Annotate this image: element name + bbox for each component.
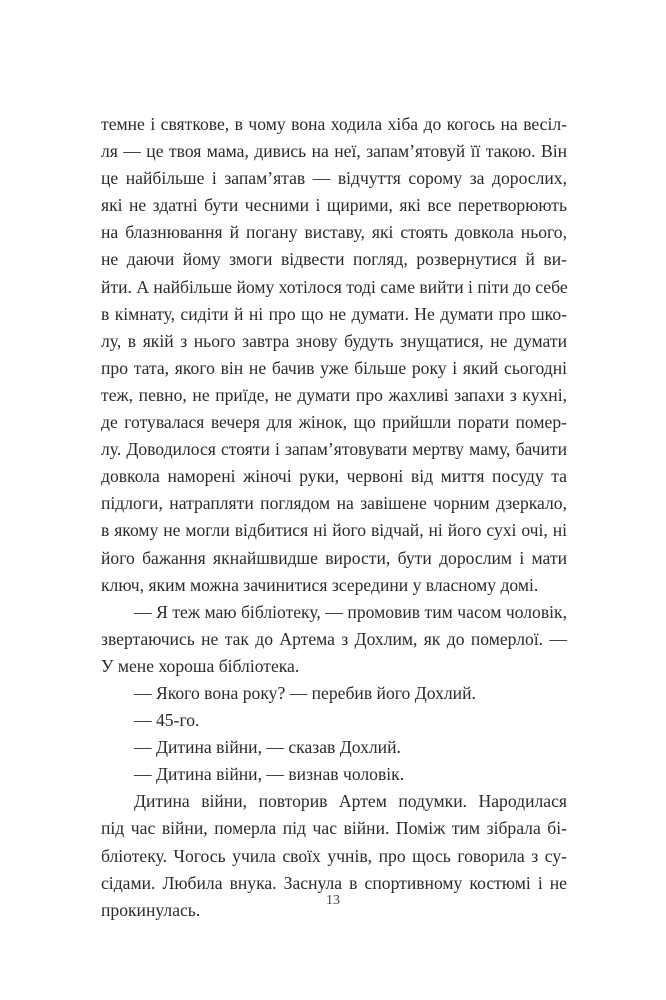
text-line: на блазнювання й погану виставу, які стоять довкола нього, [101, 222, 567, 243]
text-line: це найбільше і запам’ятав — відчуття сорому за дорослих, [101, 168, 567, 189]
text-line: довкола наморені жіночі руки, червоні від миття посуду та [101, 466, 567, 487]
text-line: які не здатні бути чесними і щирими, які все перетворюють [101, 195, 567, 216]
text-line: — 45-го. [134, 710, 200, 731]
text-line: лу, в якій з нього завтра знову будуть знущатися, не думати [101, 330, 567, 351]
page-number: 13 [326, 893, 340, 908]
text-line: під час війни, померла під час війни. Поміж тим зібрала бі- [101, 818, 567, 839]
text-line: ля — це твоя мама, дивись на неї, запам’ятовуй її такою. Він [101, 141, 567, 162]
text-line: звертаючись не так до Артема з Дохлим, як до померлої. — [101, 628, 567, 649]
text-line: йти. А найбільше йому хотілося тоді саме вийти і піти до себе [101, 276, 568, 297]
text-line: сідами. Любила внука. Заснула в спортивному костюмі і не [101, 872, 567, 893]
text-line: — Дитина війни, — визнав чоловік. [134, 764, 405, 785]
text-line: бліотеку. Чогось учила своїх учнів, про щось говорила з су- [101, 845, 567, 866]
text-line: темне і святкове, в чому вона ходила хіба до когось на весіл- [101, 114, 567, 134]
page-body-text [101, 111, 567, 924]
text-line: У мене хороша бібліотека. [101, 655, 300, 676]
text-line: — Якого вона року? — перебив його Дохлий. [134, 682, 476, 703]
text-line: де готувалася вечеря для жінок, що прийшли порати помер- [101, 412, 567, 433]
text-line: Дитина війни, повторив Артем подумки. Народилася [134, 791, 567, 812]
text-line: його бажання якнайшвидше вирости, бути дорослим і мати [101, 547, 567, 568]
text-line: підлоги, натрапляти поглядом на завішене чорним дзеркало, [101, 493, 567, 514]
text-line: лу. Доводилося стояти і запам’ятовувати мертву маму, бачити [101, 439, 567, 460]
text-line: теж, певно, не приїде, не думати про жахливі запахи з кухні, [101, 384, 567, 405]
text-line: в якому не могли відбитися ні його відчай, ні його сухі очі, ні [101, 520, 567, 541]
text-line: — Я теж маю бібліотеку, — промовив тим часом чоловік, [134, 601, 567, 622]
text-line: — Дитина війни, — сказав Дохлий. [134, 737, 401, 758]
text-line: в кімнату, сидіти й ні про що не думати. Не думати про шко- [101, 303, 567, 324]
text-line: прокинулась. [101, 899, 201, 920]
text-line: про тата, якого він не бачив уже більше року і який сьогодні [101, 357, 567, 378]
text-line: ключ, яким можна зачинитися зсередини у власному домі. [101, 574, 539, 595]
text-line: не даючи йому змоги відвести погляд, розвернутися й ви- [101, 249, 567, 270]
